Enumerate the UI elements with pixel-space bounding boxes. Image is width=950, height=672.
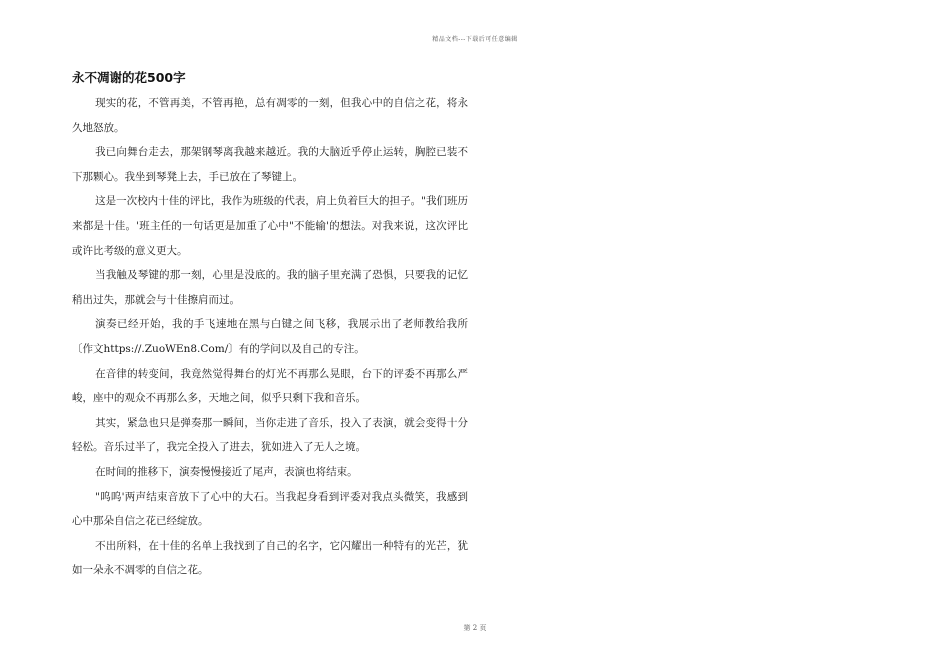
paragraph: 这是一次校内十佳的评比，我作为班级的代表，肩上负着巨大的担子。"我们班历来都是十佳。'班主任的一句话更是加重了心中"不能输'的想法。对我来说，这次评比或许比考级的意义更大。 [72, 195, 468, 257]
page-header: 精品文档---下载后可任意编辑 [432, 36, 518, 43]
paragraph: 不出所料，在十佳的名单上我找到了自己的名字，它闪耀出一种特有的光芒，犹如一朵永不凋零的自信之花。 [72, 539, 468, 577]
document-body [72, 91, 468, 583]
paragraph: 其实，紧急也只是弹奏那一瞬间，当你走进了音乐，投入了表演，就会变得十分轻松。音乐过半了，我完全投入了进去，犹如进入了无人之境。 [72, 416, 468, 454]
paragraph: 演奏已经开始，我的手飞速地在黑与白键之间飞移，我展示出了老师教给我所〔作文https://.ZuoWEn8.Com/〕有的学问以及自己的专注。 [72, 318, 468, 355]
document-title: 永不凋谢的花500字 [72, 70, 186, 85]
paragraph: 我已向舞台走去，那架钢琴离我越来越近。我的大脑近乎停止运转，胸腔已装不下那颗心。我坐到琴凳上去，手已放在了琴键上。 [72, 146, 468, 183]
paragraph: 在音律的转变间，我竟然觉得舞台的灯光不再那么晃眼，台下的评委不再那么严峻，座中的观众不再那么多，天地之间，似乎只剩下我和音乐。 [72, 367, 468, 405]
page-number: 第 2 页 [463, 624, 487, 632]
paragraph: 现实的花，不管再美，不管再艳，总有凋零的一刻，但我心中的自信之花，将永久地怒放。 [72, 97, 468, 134]
paragraph: 当我触及琴键的那一刻，心里是没底的。我的脑子里充满了恐惧，只要我的记忆稍出过失，那就会与十佳擦肩而过。 [72, 269, 468, 306]
paragraph: "呜呜'两声结束音放下了心中的大石。当我起身看到评委对我点头微笑，我感到心中那朵自信之花已经绽放。 [72, 490, 468, 528]
paragraph: 在时间的推移下，演奏慢慢接近了尾声，表演也将结束。 [95, 465, 358, 478]
